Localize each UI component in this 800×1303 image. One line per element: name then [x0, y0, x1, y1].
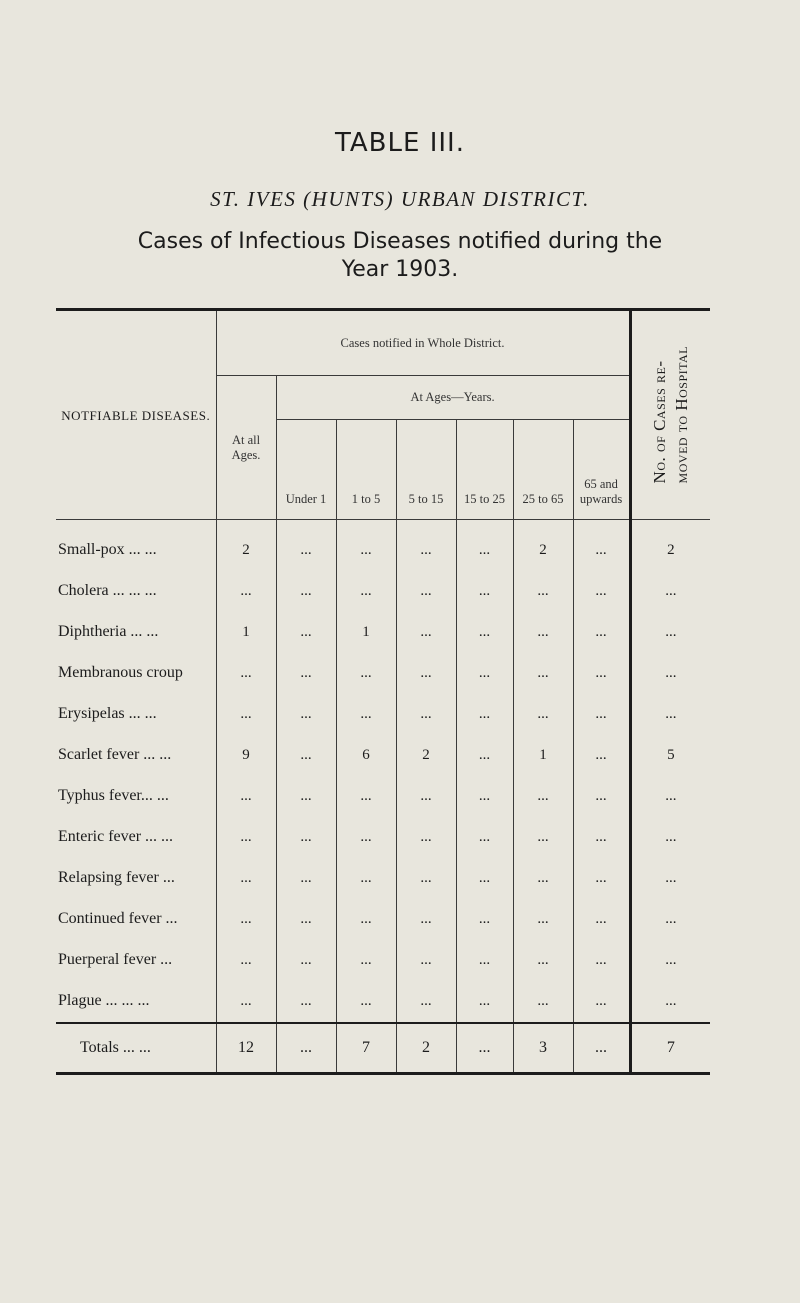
totals-age-cell: ...	[276, 1023, 336, 1074]
age-cell: ...	[396, 530, 456, 571]
table-row	[56, 817, 710, 858]
age-cell: ...	[456, 899, 513, 940]
age-cell: 6	[336, 735, 396, 776]
age-cell: ...	[573, 899, 630, 940]
table-row	[56, 735, 710, 776]
subtitle-line-2: Year 1903.	[341, 257, 459, 282]
age-cell: ...	[336, 981, 396, 1023]
table-row	[56, 858, 710, 899]
table-title: TABLE III.	[335, 128, 465, 158]
age-header-1-to-5: 1 to 5	[336, 420, 396, 520]
table-row	[56, 694, 710, 735]
age-cell: ...	[573, 612, 630, 653]
totals-all-ages: 12	[216, 1023, 276, 1074]
totals-hospital: 7	[630, 1023, 710, 1074]
hospital-cell: ...	[630, 694, 710, 735]
disease-name: Puerperal fever ...	[58, 951, 173, 968]
table-row	[56, 899, 710, 940]
hospital-cell: ...	[630, 653, 710, 694]
age-cell: 1	[336, 612, 396, 653]
age-cell: ...	[396, 571, 456, 612]
age-cell: ...	[513, 612, 573, 653]
totals-age-cell: ...	[573, 1023, 630, 1074]
age-cell: ...	[456, 940, 513, 981]
age-cell: ...	[573, 653, 630, 694]
age-cell: ...	[573, 571, 630, 612]
hospital-cell: 2	[630, 530, 710, 571]
age-cell: ...	[336, 899, 396, 940]
age-cell: 2	[513, 530, 573, 571]
all-ages-cell: 2	[216, 530, 276, 571]
age-cell: ...	[456, 530, 513, 571]
age-cell: ...	[573, 817, 630, 858]
age-cell: ...	[573, 981, 630, 1023]
age-cell: ...	[336, 571, 396, 612]
hospital-cell: ...	[630, 981, 710, 1023]
hospital-cell: ...	[630, 858, 710, 899]
disease-name: Scarlet fever ... ...	[58, 746, 172, 763]
all-ages-cell: 1	[216, 612, 276, 653]
table-subtitle	[0, 228, 800, 284]
age-cell: ...	[276, 776, 336, 817]
age-cell: ...	[276, 735, 336, 776]
table-row	[56, 776, 710, 817]
age-cell: ...	[513, 981, 573, 1023]
age-cell: ...	[276, 817, 336, 858]
all-ages-header: At all Ages.	[216, 376, 276, 520]
table-row	[56, 653, 710, 694]
all-ages-cell: ...	[216, 981, 276, 1023]
age-cell: ...	[573, 776, 630, 817]
disease-name: Diphtheria ... ...	[58, 623, 159, 640]
age-cell: 1	[513, 735, 573, 776]
age-cell: ...	[456, 571, 513, 612]
age-cell: ...	[456, 694, 513, 735]
age-cell: ...	[396, 612, 456, 653]
totals-row	[56, 1023, 710, 1074]
disease-name: Typhus fever... ...	[58, 787, 169, 804]
age-header-5-to-15: 5 to 15	[396, 420, 456, 520]
district-name: ST. IVES (HUNTS) URBAN DISTRICT.	[210, 187, 590, 211]
age-cell: ...	[456, 817, 513, 858]
age-cell: ...	[573, 858, 630, 899]
age-cell: ...	[276, 653, 336, 694]
age-cell: ...	[336, 817, 396, 858]
age-cell: ...	[336, 776, 396, 817]
table-row	[56, 940, 710, 981]
age-cell: ...	[573, 940, 630, 981]
totals-label: Totals ... ...	[56, 1023, 216, 1074]
age-cell: ...	[513, 858, 573, 899]
age-cell: ...	[513, 653, 573, 694]
disease-name: Erysipelas ... ...	[58, 705, 157, 722]
totals-age-cell: 2	[396, 1023, 456, 1074]
totals-age-cell: 7	[336, 1023, 396, 1074]
all-ages-cell: ...	[216, 653, 276, 694]
table-row	[56, 530, 710, 571]
disease-name: Membranous croup	[58, 664, 183, 681]
age-cell: ...	[396, 817, 456, 858]
all-ages-cell: ...	[216, 694, 276, 735]
hospital-cell: ...	[630, 817, 710, 858]
all-ages-cell: ...	[216, 776, 276, 817]
age-cell: ...	[276, 571, 336, 612]
age-cell: ...	[456, 981, 513, 1023]
all-ages-cell: ...	[216, 858, 276, 899]
age-cell: ...	[456, 653, 513, 694]
age-cell: ...	[396, 981, 456, 1023]
disease-name: Cholera ... ... ...	[58, 582, 157, 599]
age-cell: ...	[276, 940, 336, 981]
age-cell: ...	[276, 981, 336, 1023]
age-cell: ...	[513, 694, 573, 735]
age-cell: ...	[276, 858, 336, 899]
table-row	[56, 612, 710, 653]
disease-name: Continued fever ...	[58, 910, 178, 927]
age-cell: ...	[456, 858, 513, 899]
age-cell: 2	[396, 735, 456, 776]
totals-age-cell: ...	[456, 1023, 513, 1074]
age-cell: ...	[456, 776, 513, 817]
age-header-25-to-65: 25 to 65	[513, 420, 573, 520]
age-cell: ...	[513, 899, 573, 940]
age-cell: ...	[456, 735, 513, 776]
disease-name: Relapsing fever ...	[58, 869, 175, 886]
hospital-cell: 5	[630, 735, 710, 776]
age-cell: ...	[276, 530, 336, 571]
age-header-under-1: Under 1	[276, 420, 336, 520]
cases-notified-header: Cases notified in Whole District.	[216, 310, 630, 376]
hospital-column-header	[630, 310, 710, 520]
age-cell: ...	[336, 694, 396, 735]
totals-age-cell: 3	[513, 1023, 573, 1074]
age-cell: ...	[336, 940, 396, 981]
age-cell: ...	[513, 940, 573, 981]
all-ages-cell: ...	[216, 817, 276, 858]
age-cell: ...	[396, 653, 456, 694]
disease-column-header: NOTFIABLE DISEASES.	[56, 310, 216, 520]
age-cell: ...	[573, 530, 630, 571]
hospital-cell: ...	[630, 899, 710, 940]
age-cell: ...	[276, 694, 336, 735]
subtitle-line-1: Cases of Infectious Diseases notified during the	[137, 229, 663, 254]
age-cell: ...	[336, 653, 396, 694]
age-cell: ...	[396, 940, 456, 981]
all-ages-cell: ...	[216, 940, 276, 981]
disease-name: Small-pox ... ...	[58, 541, 157, 558]
age-header-65-upwards: 65 and upwards	[573, 420, 630, 520]
age-cell: ...	[573, 694, 630, 735]
table-row	[56, 571, 710, 612]
hospital-header-line-1: No. of Cases re-	[649, 360, 669, 484]
hospital-header-line-2: moved to Hospital	[671, 346, 691, 484]
disease-name: Enteric fever ... ...	[58, 828, 174, 845]
hospital-cell: ...	[630, 571, 710, 612]
age-cell: ...	[513, 817, 573, 858]
hospital-cell: ...	[630, 776, 710, 817]
all-ages-cell: 9	[216, 735, 276, 776]
hospital-cell: ...	[630, 940, 710, 981]
age-cell: ...	[276, 612, 336, 653]
all-ages-cell: ...	[216, 899, 276, 940]
age-cell: ...	[396, 776, 456, 817]
disease-rows	[56, 530, 710, 1023]
age-cell: ...	[336, 530, 396, 571]
age-cell: ...	[396, 694, 456, 735]
hospital-cell: ...	[630, 612, 710, 653]
age-cell: ...	[513, 571, 573, 612]
age-header-15-to-25: 15 to 25	[456, 420, 513, 520]
disease-name: Plague ... ... ...	[58, 992, 150, 1009]
age-cell: ...	[456, 612, 513, 653]
age-cell: ...	[336, 858, 396, 899]
table-row	[56, 981, 710, 1023]
all-ages-cell: ...	[216, 571, 276, 612]
age-cell: ...	[276, 899, 336, 940]
age-cell: ...	[396, 899, 456, 940]
age-cell: ...	[396, 858, 456, 899]
age-cell: ...	[513, 776, 573, 817]
age-cell: ...	[573, 735, 630, 776]
at-ages-header: At Ages—Years.	[276, 376, 630, 420]
diseases-table	[56, 308, 710, 1075]
